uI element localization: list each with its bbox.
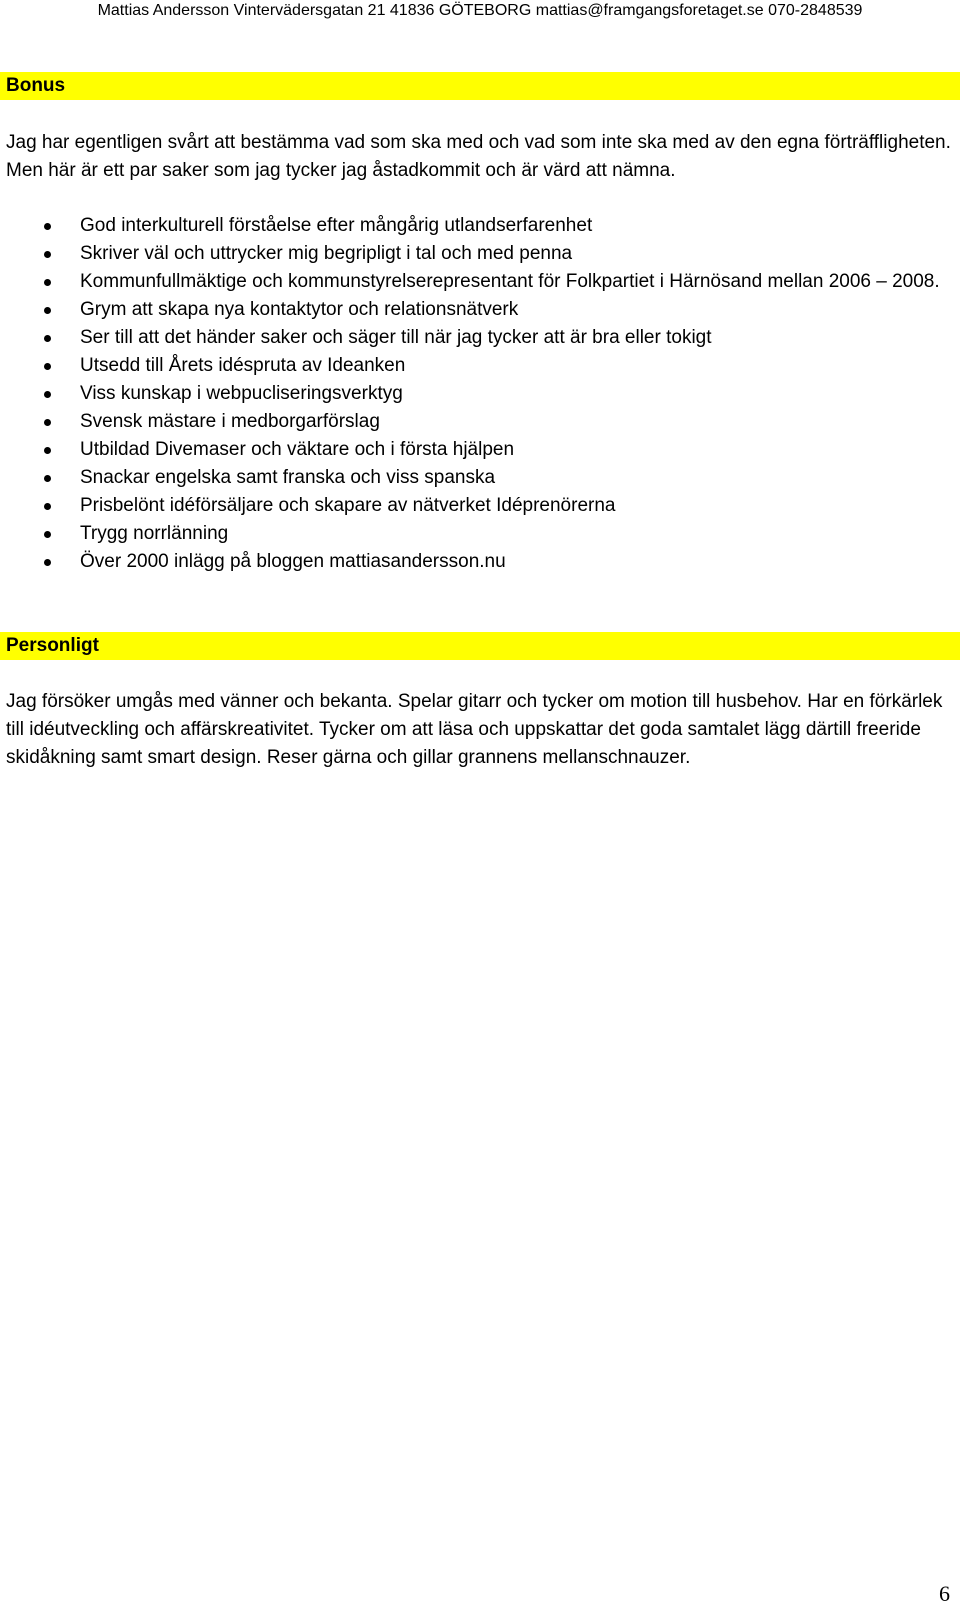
bullet-icon [44, 251, 51, 258]
section-heading-personligt: Personligt [0, 632, 960, 660]
bullet-icon [44, 475, 51, 482]
list-item-text: Snackar engelska samt franska och viss spanska [80, 467, 496, 488]
section-heading-bonus: Bonus [0, 72, 960, 100]
bullet-icon [44, 391, 51, 398]
list-item-text: Skriver väl och uttrycker mig begripligt i tal och med penna [80, 243, 573, 264]
list-item [0, 436, 960, 464]
page-header-contact: Mattias Andersson Vintervädersgatan 21 41836 GÖTEBORG mattias@framgangsforetaget.se 070-2848539 [97, 2, 863, 19]
bullet-icon [44, 335, 51, 342]
bullet-icon [44, 419, 51, 426]
personligt-paragraph: Jag försöker umgås med vänner och bekanta. Spelar gitarr och tycker om motion till husbehov. Har en förkärlek till idéutveckling och affärskreativitet. Tycker om att läsa och uppskattar det goda samtalet lägg därtill freeride skidåkning samt smart design. Reser gärna och gillar grannens mellanschnauzer. [6, 691, 943, 768]
list-item [0, 548, 960, 576]
list-item-text: Prisbelönt idéförsäljare och skapare av nätverket Idéprenörerna [80, 495, 616, 516]
bullet-icon [44, 447, 51, 454]
bonus-list [0, 212, 960, 576]
list-item [0, 520, 960, 548]
list-item [0, 492, 960, 520]
list-item-text: Utsedd till Årets idéspruta av Ideanken [80, 355, 406, 376]
bullet-icon [44, 531, 51, 538]
bonus-intro-paragraph: Jag har egentligen svårt att bestämma vad som ska med och vad som inte ska med av den egna förträffligheten. Men här är ett par saker som jag tycker jag åstadkommit och är värd att nämna. [6, 132, 951, 181]
list-item [0, 212, 960, 240]
bullet-icon [44, 503, 51, 510]
list-item [0, 408, 960, 436]
list-item [0, 324, 960, 352]
list-item [0, 380, 960, 408]
bullet-icon [44, 223, 51, 230]
list-item-text: Ser till att det händer saker och säger till när jag tycker att är bra eller tokigt [80, 327, 712, 348]
list-item [0, 352, 960, 380]
list-item-text: Grym att skapa nya kontaktytor och relationsnätverk [80, 299, 519, 320]
list-item-text: Trygg norrlänning [80, 523, 229, 544]
bullet-icon [44, 307, 51, 314]
list-item [0, 240, 960, 268]
list-item-text: Svensk mästare i medborgarförslag [80, 411, 380, 432]
list-item-text: God interkulturell förståelse efter mångårig utlandserfarenhet [80, 215, 593, 236]
bullet-icon [44, 279, 51, 286]
list-item-text: Viss kunskap i webpucliseringsverktyg [80, 383, 403, 404]
list-item-text: Utbildad Divemaser och väktare och i första hjälpen [80, 439, 515, 460]
bullet-icon [44, 559, 51, 566]
bullet-icon [44, 363, 51, 370]
page-number: 6 [939, 1581, 950, 1606]
list-item [0, 296, 960, 324]
list-item-text: Över 2000 inlägg på bloggen mattiasandersson.nu [80, 551, 506, 572]
list-item-text: Kommunfullmäktige och kommunstyrelserepresentant för Folkpartiet i Härnösand mellan 2006 – 2008. [80, 271, 940, 292]
list-item [0, 464, 960, 492]
list-item [0, 268, 960, 296]
